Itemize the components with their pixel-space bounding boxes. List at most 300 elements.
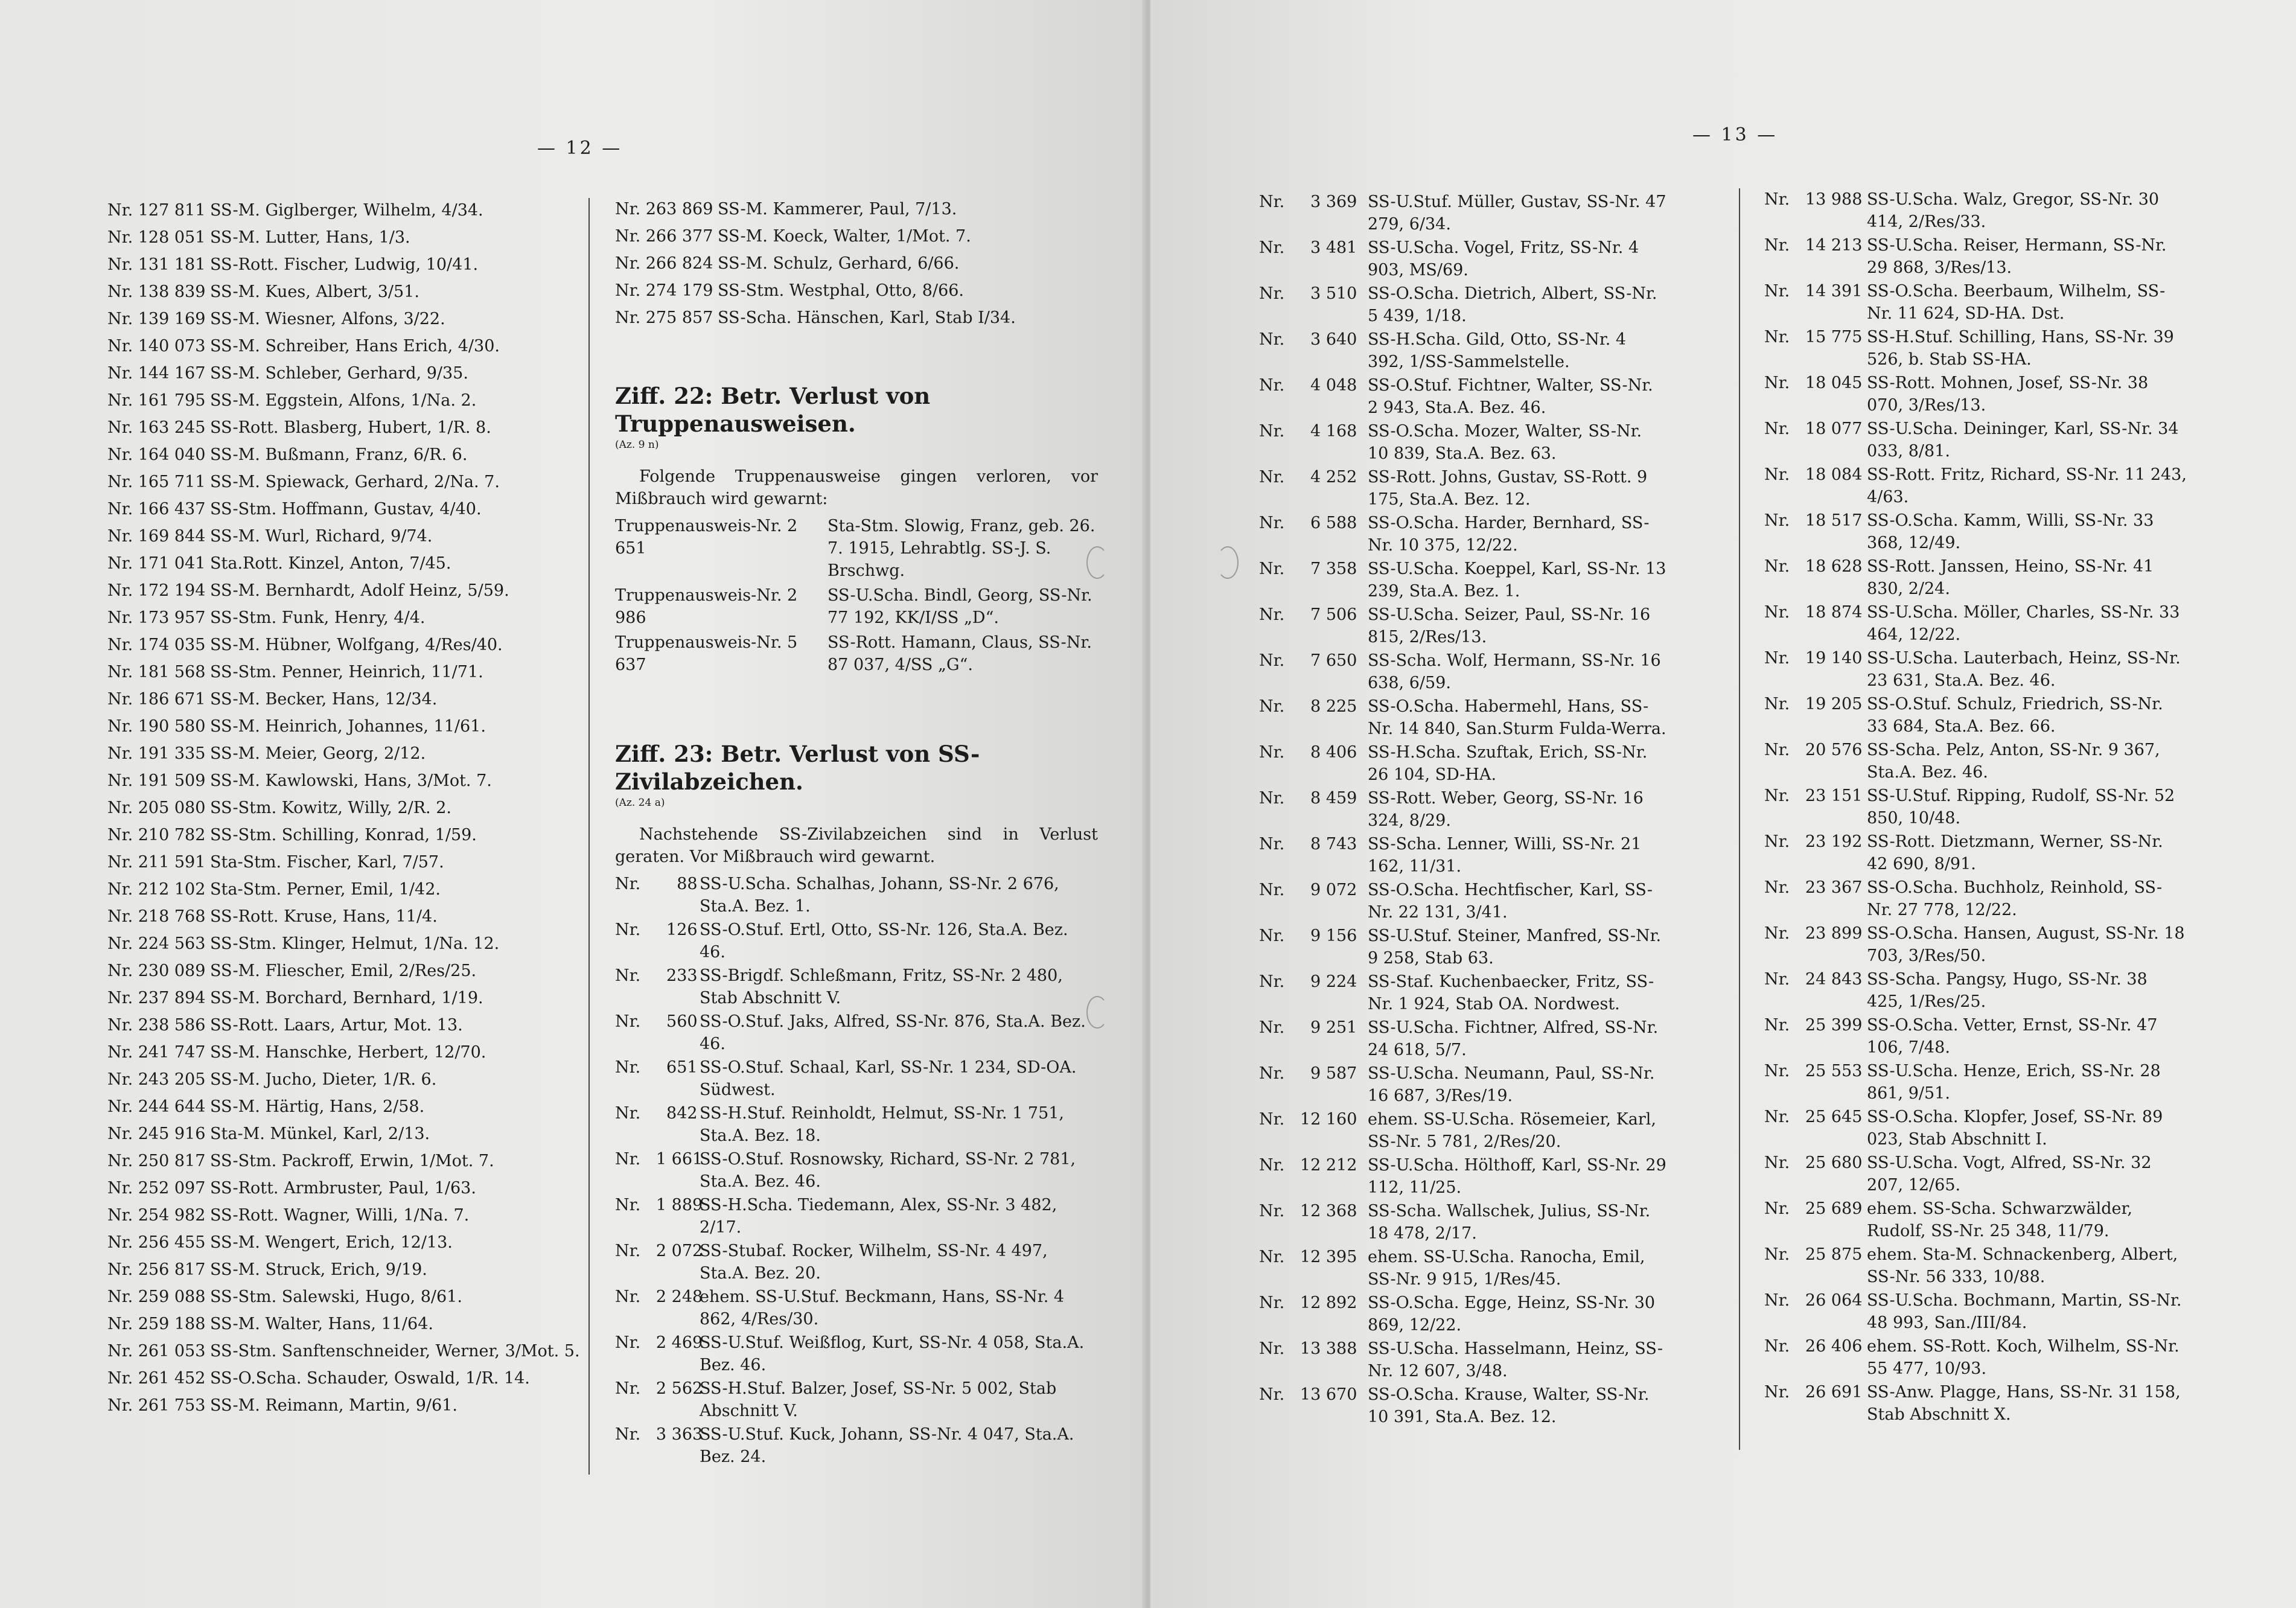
list-item — [615, 1286, 1098, 1332]
entry-text: SS-U.Scha. Seizer, Paul, SS-Nr. 16 815, 2/Res/13. — [1368, 605, 1651, 646]
entry-text: SS-M. Fliescher, Emil, 2/Res/25. — [210, 962, 477, 980]
entry-text: SS-M. Eggstein, Alfons, 1/Na. 2. — [210, 391, 477, 410]
list-item — [615, 873, 1098, 919]
entry-number: Nr. 12 368 — [1259, 1202, 1357, 1220]
entry-text: SS-U.Scha. Reiser, Hermann, SS-Nr. 29 868, 3/Res/13. — [1867, 236, 2167, 277]
section-intro: Nachstehende SS-Zivilabzeichen sind in Verlust geraten. Vor Mißbrauch wird gewarnt. — [615, 825, 1098, 866]
list-item — [615, 1102, 1098, 1148]
list-item — [107, 308, 590, 335]
entry-number: Nr. 4 168 — [1259, 422, 1357, 441]
entry-text: SS-Staf. Kuchenbaecker, Fritz, SS-Nr. 1 924, Stab OA. Nordwest. — [1368, 972, 1654, 1013]
entry-number: Nr. 3 640 — [1259, 330, 1357, 349]
entry-text: SS-H.Stuf. Schilling, Hans, SS-Nr. 39 526, b. Stab SS-HA. — [1867, 328, 2174, 369]
list-item — [107, 416, 590, 444]
entry-number: Nr. 144 167 — [107, 364, 206, 383]
entry-number: Nr. 173 957 — [107, 608, 206, 627]
entry-text: SS-Scha. Pelz, Anton, SS-Nr. 9 367, Sta.A. Bez. 46. — [1867, 741, 2160, 782]
list-item — [1764, 555, 2187, 601]
section-reference: (Az. 9 n) — [615, 439, 659, 451]
badge-number: Nr. 842 — [615, 1104, 698, 1123]
list-item — [107, 634, 590, 661]
entry-text: Sta-Stm. Perner, Emil, 1/42. — [210, 880, 441, 899]
list-item — [107, 1286, 590, 1313]
entry-number: Nr. 243 205 — [107, 1070, 206, 1089]
section-reference: (Az. 24 a) — [615, 797, 665, 809]
badge-number: Nr. 560 — [615, 1012, 698, 1031]
list-item — [615, 198, 1098, 225]
entry-text: Sta.Rott. Kinzel, Anton, 7/45. — [210, 554, 451, 573]
list-item — [1259, 328, 1666, 374]
entry-text: SS-O.Scha. Kamm, Willi, SS-Nr. 33 368, 12/49. — [1867, 511, 2154, 552]
list-item — [1259, 695, 1666, 741]
entry-number: Nr. 191 509 — [107, 771, 206, 790]
entry-text: SS-M. Bußmann, Franz, 6/R. 6. — [210, 445, 468, 464]
list-item — [1764, 601, 2187, 647]
entry-text: SS-O.Scha. Harder, Bernhard, SS-Nr. 10 375, 12/22. — [1368, 514, 1650, 555]
entry-text: SS-Stm. Packroff, Erwin, 1/Mot. 7. — [210, 1152, 494, 1170]
entry-text: SS-U.Scha. Fichtner, Alfred, SS-Nr. 24 618, 5/7. — [1368, 1018, 1659, 1059]
entry-text: SS-U.Scha. Vogt, Alfred, SS-Nr. 32 207, 12/65. — [1867, 1153, 2152, 1195]
entry-number: Nr. 169 844 — [107, 527, 206, 546]
list-item — [107, 878, 590, 905]
entry-text: SS-M. Koeck, Walter, 1/Mot. 7. — [718, 227, 971, 246]
badge-number: Nr. 2 072 — [615, 1242, 703, 1260]
entry-text: SS-Rott. Fritz, Richard, SS-Nr. 11 243, 4/63. — [1867, 465, 2187, 506]
entry-text: SS-O.Scha. Dietrich, Albert, SS-Nr. 5 439, 1/18. — [1368, 284, 1657, 325]
entry-number: Nr. 23 192 — [1764, 832, 1863, 851]
page-number-left: — 12 — — [537, 138, 623, 159]
list-item — [107, 281, 590, 308]
entry-number: Nr. 19 205 — [1764, 695, 1863, 713]
entry-number: Nr. 252 097 — [107, 1179, 206, 1198]
list-item — [107, 1394, 590, 1421]
entry-text: SS-Brigdf. Schleßmann, Fritz, SS-Nr. 2 480, Stab Abschnitt V. — [700, 966, 1063, 1007]
entry-text: SS-M. Lutter, Hans, 1/3. — [210, 228, 410, 247]
entry-number: Nr. 140 073 — [107, 337, 206, 356]
entry-text: SS-U.Scha. Hasselmann, Heinz, SS-Nr. 12 607, 3/48. — [1368, 1339, 1663, 1380]
list-item — [107, 1177, 590, 1204]
entry-number: Nr. 26 406 — [1764, 1337, 1863, 1356]
entry-number: Nr. 254 982 — [107, 1206, 206, 1225]
entry-text: SS-M. Bernhardt, Adolf Heinz, 5/59. — [210, 581, 509, 600]
list-item — [1764, 326, 2187, 372]
entry-number: Nr. 241 747 — [107, 1043, 206, 1062]
entry-text: SS-M. Hanschke, Herbert, 12/70. — [210, 1043, 486, 1062]
entry-number: Nr. 25 399 — [1764, 1016, 1863, 1035]
entry-number: Nr. 3 510 — [1259, 284, 1357, 303]
entry-text: SS-Stm. Hoffmann, Gustav, 4/40. — [210, 500, 482, 518]
list-item — [615, 1423, 1098, 1469]
entry-text: SS-O.Stuf. Schulz, Friedrich, SS-Nr. 33 684, Sta.A. Bez. 66. — [1867, 695, 2163, 736]
entry-text: SS-O.Scha. Vetter, Ernst, SS-Nr. 47 106, 7/48. — [1867, 1016, 2158, 1057]
entry-text: SS-O.Scha. Hansen, August, SS-Nr. 18 703, 3/Res/50. — [1867, 924, 2185, 965]
entry-number: Nr. 8 406 — [1259, 743, 1357, 762]
list-item — [615, 1377, 1098, 1423]
entry-number: Nr. 20 576 — [1764, 741, 1863, 759]
entry-text: SS-Stm. Penner, Heinrich, 11/71. — [210, 663, 483, 681]
list-item — [107, 987, 590, 1014]
entry-number: Nr. 15 775 — [1764, 328, 1863, 346]
entry-text: SS-Stm. Westphal, Otto, 8/66. — [718, 281, 965, 300]
list-item — [1764, 647, 2187, 693]
entry-number: Nr. 18 045 — [1764, 374, 1863, 392]
entry-text: SS-O.Stuf. Fichtner, Walter, SS-Nr. 2 943, Sta.A. Bez. 46. — [1368, 376, 1653, 417]
entry-number: Nr. 23 367 — [1764, 878, 1863, 897]
list-item — [1259, 282, 1666, 328]
entry-text: SS-O.Scha. Hechtfischer, Karl, SS-Nr. 22 131, 3/41. — [1368, 881, 1653, 922]
badge-number: Nr. 126 — [615, 920, 698, 939]
list-item — [1764, 188, 2187, 234]
list-item — [1259, 1062, 1666, 1108]
entry-number: Nr. 275 857 — [615, 308, 713, 327]
entry-number: Nr. 171 041 — [107, 554, 206, 573]
entry-text: SS-M. Härtig, Hans, 2/58. — [210, 1097, 425, 1116]
list-item — [615, 279, 1098, 307]
entry-text: SS-O.Scha. Habermehl, Hans, SS-Nr. 14 840, San.Sturm Fulda-Werra. — [1368, 697, 1666, 738]
list-item — [107, 1259, 590, 1286]
entry-text: SS-O.Scha. Buchholz, Reinhold, SS-Nr. 27 778, 12/22. — [1867, 878, 2163, 919]
entry-text: SS-U.Scha. Bindl, Georg, SS-Nr. 77 192, KK/I/SS „D“. — [828, 586, 1092, 627]
entry-number: Nr. 259 088 — [107, 1287, 206, 1306]
entry-text: SS-M. Jucho, Dieter, 1/R. 6. — [210, 1070, 437, 1089]
entry-number: Nr. 13 670 — [1259, 1385, 1357, 1404]
entry-number: Nr. 131 181 — [107, 255, 206, 274]
member-list-column-1 — [107, 199, 590, 1421]
section-title: Ziff. 23: Betr. Verlust von SS-Zivilabzeichen. — [615, 741, 980, 795]
entry-text: SS-Stm. Kowitz, Willy, 2/R. 2. — [210, 799, 451, 817]
entry-text: SS-H.Scha. Gild, Otto, SS-Nr. 4 392, 1/SS-Sammelstelle. — [1368, 330, 1627, 371]
entry-number: Nr. 230 089 — [107, 962, 206, 980]
entry-number: Nr. 9 587 — [1259, 1064, 1357, 1083]
list-item — [1259, 879, 1666, 925]
entry-text: SS-U.Scha. Koeppel, Karl, SS-Nr. 13 239, Sta.A. Bez. 1. — [1368, 560, 1666, 601]
list-item — [107, 362, 590, 389]
entry-text: ehem. SS-U.Scha. Ranocha, Emil, SS-Nr. 9 915, 1/Res/45. — [1368, 1248, 1645, 1289]
entry-number: Nr. 25 645 — [1764, 1108, 1863, 1126]
entry-text: SS-U.Stuf. Weißflog, Kurt, SS-Nr. 4 058, Sta.A. Bez. 46. — [700, 1333, 1085, 1374]
list-item — [1764, 1289, 2187, 1335]
badge-list-column-1 — [1259, 191, 1666, 1429]
entry-text: SS-M. Borchard, Bernhard, 1/19. — [210, 989, 483, 1007]
entry-number: Nr. 256 817 — [107, 1260, 206, 1279]
list-item — [615, 919, 1098, 965]
list-item — [107, 824, 590, 851]
lost-id-list — [615, 515, 1098, 676]
entry-number: Nr. 8 225 — [1259, 697, 1357, 716]
entry-number: Nr. 218 768 — [107, 907, 206, 926]
list-item — [1259, 1200, 1666, 1246]
entry-text: SS-Rott. Mohnen, Josef, SS-Nr. 38 070, 3/Res/13. — [1867, 374, 2149, 415]
entry-number: Nr. 24 843 — [1764, 970, 1863, 989]
list-item — [107, 471, 590, 498]
entry-text: SS-U.Scha. Vogel, Fritz, SS-Nr. 4 903, MS/69. — [1368, 238, 1639, 279]
list-item — [615, 965, 1098, 1010]
entry-text: SS-M. Wurl, Richard, 9/74. — [210, 527, 433, 546]
entry-text: SS-Rott. Laars, Artur, Mot. 13. — [210, 1016, 463, 1035]
list-item — [107, 960, 590, 987]
list-item — [1764, 234, 2187, 280]
entry-text: SS-Stm. Schilling, Konrad, 1/59. — [210, 826, 477, 844]
list-item — [1764, 372, 2187, 418]
entry-number: Nr. 190 580 — [107, 717, 206, 736]
entry-text: SS-O.Scha. Krause, Walter, SS-Nr. 10 391, Sta.A. Bez. 12. — [1368, 1385, 1650, 1426]
entry-number: Nr. 174 035 — [107, 636, 206, 654]
list-item — [107, 1123, 590, 1150]
section-title: Ziff. 22: Betr. Verlust von Truppenausweisen. — [615, 383, 931, 437]
list-item — [1259, 787, 1666, 833]
entry-text: SS-U.Scha. Henze, Erich, SS-Nr. 28 861, 9/51. — [1867, 1062, 2161, 1103]
list-item — [1764, 280, 2187, 326]
entry-number: Nr. 14 391 — [1764, 282, 1863, 301]
list-item — [107, 688, 590, 715]
entry-text: SS-Rott. Dietzmann, Werner, SS-Nr. 42 690, 8/91. — [1867, 832, 2163, 873]
entry-text: SS-M. Hübner, Wolfgang, 4/Res/40. — [210, 636, 503, 654]
entry-number: Nr. 237 894 — [107, 989, 206, 1007]
entry-text: ehem. SS-Rott. Koch, Wilhelm, SS-Nr. 55 477, 10/93. — [1867, 1337, 2180, 1378]
list-item — [107, 335, 590, 362]
entry-number: Nr. 9 224 — [1259, 972, 1357, 991]
entry-text: SS-U.Scha. Neumann, Paul, SS-Nr. 16 687, 3/Res/19. — [1368, 1064, 1655, 1105]
entry-number: Nr. 12 212 — [1259, 1156, 1357, 1175]
list-item — [1764, 831, 2187, 876]
entry-number: Nr. 172 194 — [107, 581, 206, 600]
entry-number: Nr. 244 644 — [107, 1097, 206, 1116]
entry-text: SS-U.Scha. Möller, Charles, SS-Nr. 33 464, 12/22. — [1867, 603, 2180, 644]
entry-number: Nr. 18 084 — [1764, 465, 1863, 484]
list-item — [1259, 1338, 1666, 1383]
id-number: Truppenausweis-Nr. 2 986 — [615, 586, 798, 627]
entry-text: SS-Rott. Armbruster, Paul, 1/63. — [210, 1179, 476, 1198]
entry-number: Nr. 26 691 — [1764, 1383, 1863, 1402]
entry-text: SS-U.Stuf. Kuck, Johann, SS-Nr. 4 047, Sta.A. Bez. 24. — [700, 1425, 1074, 1466]
list-item — [107, 1367, 590, 1394]
list-item — [107, 1313, 590, 1340]
badge-number: Nr. 1 661 — [615, 1150, 703, 1169]
entry-text: SS-O.Stuf. Schaal, Karl, SS-Nr. 1 234, SD-OA. Südwest. — [700, 1058, 1077, 1099]
entry-text: SS-Rott. Weber, Georg, SS-Nr. 16 324, 8/29. — [1368, 789, 1644, 830]
entry-text: SS-Stubaf. Rocker, Wilhelm, SS-Nr. 4 497, Sta.A. Bez. 20. — [700, 1242, 1048, 1283]
list-item — [615, 1332, 1098, 1377]
entry-number: Nr. 3 369 — [1259, 193, 1357, 211]
entry-number: Nr. 23 151 — [1764, 786, 1863, 805]
entry-text: SS-M. Schreiber, Hans Erich, 4/30. — [210, 337, 500, 356]
entry-number: Nr. 163 245 — [107, 418, 206, 437]
entry-text: SS-Rott. Kruse, Hans, 11/4. — [210, 907, 438, 926]
list-item — [107, 498, 590, 525]
entry-number: Nr. 12 892 — [1259, 1294, 1357, 1312]
list-item — [1259, 649, 1666, 695]
entry-number: Nr. 7 506 — [1259, 605, 1357, 624]
entry-number: Nr. 18 077 — [1764, 420, 1863, 438]
badge-number: Nr. 1 889 — [615, 1196, 703, 1214]
entry-text: SS-Rott. Hamann, Claus, SS-Nr. 87 037, 4/SS „G“. — [828, 633, 1092, 674]
entry-text: SS-H.Scha. Tiedemann, Alex, SS-Nr. 3 482, 2/17. — [700, 1196, 1057, 1237]
entry-number: Nr. 164 040 — [107, 445, 206, 464]
badge-number: Nr. 2 248 — [615, 1287, 703, 1306]
entry-number: Nr. 261 753 — [107, 1396, 206, 1415]
entry-number: Nr. 7 650 — [1259, 651, 1357, 670]
list-item — [107, 525, 590, 552]
entry-text: Sta-Stm. Fischer, Karl, 7/57. — [210, 853, 444, 872]
list-item — [1259, 558, 1666, 604]
entry-number: Nr. 18 874 — [1764, 603, 1863, 622]
list-item — [107, 1014, 590, 1041]
entry-number: Nr. 138 839 — [107, 282, 206, 301]
entry-text: SS-O.Stuf. Rosnowsky, Richard, SS-Nr. 2 781, Sta.A. Bez. 46. — [700, 1150, 1076, 1191]
entry-text: SS-M. Spiewack, Gerhard, 2/Na. 7. — [210, 473, 500, 491]
list-item — [1764, 509, 2187, 555]
list-item — [107, 770, 590, 797]
right-page — [1150, 0, 2296, 1608]
page-number-right: — 13 — — [1692, 124, 1778, 145]
entry-text: SS-O.Scha. Klopfer, Josef, SS-Nr. 89 023, Stab Abschnitt I. — [1867, 1108, 2163, 1149]
list-item — [107, 661, 590, 688]
entry-text: SS-U.Scha. Deininger, Karl, SS-Nr. 34 033, 8/81. — [1867, 420, 2179, 461]
list-item — [1259, 1383, 1666, 1429]
list-item — [1259, 237, 1666, 282]
section-ziff-22 — [615, 382, 1098, 676]
entry-number: Nr. 8 459 — [1259, 789, 1357, 808]
list-item — [1259, 1246, 1666, 1292]
entry-number: Nr. 261 053 — [107, 1342, 206, 1361]
list-item — [615, 631, 1098, 676]
id-number: Truppenausweis-Nr. 5 637 — [615, 633, 798, 674]
entry-number: Nr. 181 568 — [107, 663, 206, 681]
list-item — [107, 742, 590, 770]
left-page — [0, 0, 1146, 1608]
entry-text: SS-M. Kues, Albert, 3/51. — [210, 282, 419, 301]
entry-number: Nr. 25 553 — [1764, 1062, 1863, 1080]
member-list-column-2 — [615, 198, 1098, 334]
list-item — [1764, 968, 2187, 1014]
list-item — [615, 225, 1098, 252]
list-item — [107, 1068, 590, 1096]
entry-text: SS-Rott. Johns, Gustav, SS-Rott. 9 175, Sta.A. Bez. 12. — [1368, 468, 1648, 509]
entry-text: SS-M. Kawlowski, Hans, 3/Mot. 7. — [210, 771, 492, 790]
list-item — [1259, 971, 1666, 1016]
entry-number: Nr. 238 586 — [107, 1016, 206, 1035]
entry-number: Nr. 139 169 — [107, 310, 206, 328]
list-item — [615, 1194, 1098, 1240]
entry-text: SS-Rott. Fischer, Ludwig, 10/41. — [210, 255, 479, 274]
entry-number: Nr. 23 899 — [1764, 924, 1863, 943]
entry-number: Nr. 12 395 — [1259, 1248, 1357, 1266]
entry-number: Nr. 4 048 — [1259, 376, 1357, 395]
list-item — [107, 905, 590, 933]
entry-text: Sta-Stm. Slowig, Franz, geb. 26. 7. 1915, Lehrabtlg. SS-J. S. Brschwg. — [828, 517, 1095, 580]
entry-text: SS-Scha. Wallschek, Julius, SS-Nr. 18 478, 2/17. — [1368, 1202, 1651, 1243]
entry-number: Nr. 7 358 — [1259, 560, 1357, 578]
entry-text: SS-M. Struck, Erich, 9/19. — [210, 1260, 427, 1279]
id-number: Truppenausweis-Nr. 2 651 — [615, 517, 798, 558]
entry-text: SS-O.Scha. Schauder, Oswald, 1/R. 14. — [210, 1369, 530, 1388]
entry-number: Nr. 127 811 — [107, 201, 206, 220]
entry-text: SS-U.Scha. Lauterbach, Heinz, SS-Nr. 23 631, Sta.A. Bez. 46. — [1867, 649, 2181, 690]
entry-number: Nr. 25 680 — [1764, 1153, 1863, 1172]
entry-text: SS-Rott. Janssen, Heino, SS-Nr. 41 830, 2/24. — [1867, 557, 2154, 598]
entry-number: Nr. 19 140 — [1764, 649, 1863, 668]
punch-hole — [1086, 996, 1108, 1029]
entry-text: SS-O.Stuf. Jaks, Alfred, SS-Nr. 876, Sta.A. Bez. 46. — [700, 1012, 1086, 1053]
list-item — [107, 797, 590, 824]
entry-text: SS-Stm. Klinger, Helmut, 1/Na. 12. — [210, 934, 500, 953]
entry-number: Nr. 13 388 — [1259, 1339, 1357, 1358]
list-item — [1764, 693, 2187, 739]
badge-number: Nr. 88 — [615, 875, 698, 893]
entry-number: Nr. 14 213 — [1764, 236, 1863, 255]
entry-text: SS-M. Schulz, Gerhard, 6/66. — [718, 254, 960, 273]
list-item — [1259, 466, 1666, 512]
entry-number: Nr. 191 335 — [107, 744, 206, 763]
list-item — [615, 252, 1098, 279]
entry-number: Nr. 245 916 — [107, 1125, 206, 1143]
entry-number: Nr. 261 452 — [107, 1369, 206, 1388]
entry-number: Nr. 18 517 — [1764, 511, 1863, 530]
list-item — [1259, 1016, 1666, 1062]
entry-text: SS-Scha. Wolf, Hermann, SS-Nr. 16 638, 6/59. — [1368, 651, 1661, 692]
list-item — [1764, 1152, 2187, 1198]
entry-text: SS-O.Scha. Mozer, Walter, SS-Nr. 10 839, Sta.A. Bez. 63. — [1368, 422, 1642, 463]
entry-text: SS-M. Becker, Hans, 12/34. — [210, 690, 438, 709]
entry-number: Nr. 9 156 — [1259, 927, 1357, 945]
entry-text: SS-Rott. Wagner, Willi, 1/Na. 7. — [210, 1206, 470, 1225]
list-item — [1764, 739, 2187, 785]
section-ziff-23 — [615, 740, 1098, 1469]
entry-number: Nr. 25 875 — [1764, 1245, 1863, 1264]
list-item — [1259, 741, 1666, 787]
entry-text: SS-M. Reimann, Martin, 9/61. — [210, 1396, 458, 1415]
entry-text: SS-Stm. Salewski, Hugo, 8/61. — [210, 1287, 462, 1306]
list-item — [615, 1240, 1098, 1286]
entry-text: SS-U.Stuf. Steiner, Manfred, SS-Nr. 9 258, Stab 63. — [1368, 927, 1662, 968]
entry-text: ehem. SS-U.Stuf. Beckmann, Hans, SS-Nr. 4 862, 4/Res/30. — [700, 1287, 1065, 1329]
badge-number: Nr. 233 — [615, 966, 698, 985]
entry-text: SS-Stm. Funk, Henry, 4/4. — [210, 608, 426, 627]
entry-text: SS-Scha. Pangsy, Hugo, SS-Nr. 38 425, 1/Res/25. — [1867, 970, 2148, 1011]
list-item — [1259, 420, 1666, 466]
badge-number: Nr. 2 562 — [615, 1379, 703, 1398]
section-intro: Folgende Truppenausweise gingen verloren, vor Mißbrauch wird gewarnt: — [615, 467, 1098, 508]
list-item — [1764, 418, 2187, 464]
entry-number: Nr. 165 711 — [107, 473, 206, 491]
entry-number: Nr. 212 102 — [107, 880, 206, 899]
entry-number: Nr. 9 251 — [1259, 1018, 1357, 1037]
list-item — [107, 933, 590, 960]
entry-text: SS-Anw. Plagge, Hans, SS-Nr. 31 158, Stab Abschnitt X. — [1867, 1383, 2181, 1424]
list-item — [1764, 464, 2187, 509]
list-item — [107, 715, 590, 742]
entry-number: Nr. 256 455 — [107, 1233, 206, 1252]
list-item — [107, 444, 590, 471]
left-column-2 — [588, 198, 1098, 1475]
list-item — [107, 1096, 590, 1123]
entry-number: Nr. 25 689 — [1764, 1199, 1863, 1218]
list-item — [107, 199, 590, 226]
list-item — [615, 584, 1098, 629]
list-item — [1764, 1060, 2187, 1106]
entry-text: SS-M. Kammerer, Paul, 7/13. — [718, 200, 957, 219]
entry-text: SS-H.Stuf. Reinholdt, Helmut, SS-Nr. 1 751, Sta.A. Bez. 18. — [700, 1104, 1065, 1145]
entry-number: Nr. 266 824 — [615, 254, 713, 273]
entry-number: Nr. 9 072 — [1259, 881, 1357, 899]
list-item — [107, 1231, 590, 1259]
entry-number: Nr. 205 080 — [107, 799, 206, 817]
entry-text: ehem. SS-U.Scha. Rösemeier, Karl, SS-Nr. 5 781, 2/Res/20. — [1368, 1110, 1656, 1151]
list-item — [615, 1056, 1098, 1102]
entry-text: SS-O.Stuf. Ertl, Otto, SS-Nr. 126, Sta.A. Bez. 46. — [700, 920, 1068, 962]
list-item — [1764, 1014, 2187, 1060]
list-item — [107, 607, 590, 634]
